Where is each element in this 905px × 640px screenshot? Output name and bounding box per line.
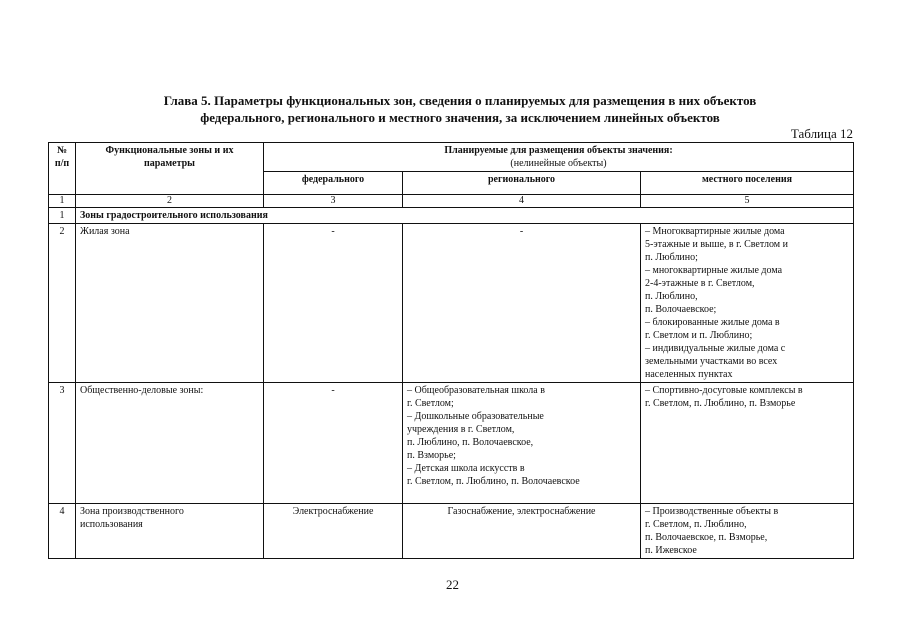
column-index-2: 2: [76, 195, 264, 208]
row-zone: Жилая зона: [76, 224, 264, 383]
cell-line: – многоквартирные жилые дома: [645, 265, 783, 276]
column-index-3: 3: [264, 195, 403, 208]
header-row-1: [49, 143, 854, 172]
cell-line: п. Люблино;: [645, 252, 698, 263]
table-row: [49, 383, 854, 504]
header-num: № п/п: [49, 143, 76, 195]
row-local: [641, 504, 854, 559]
cell-line: – Общеобразовательная школа в: [407, 385, 545, 396]
row-num: 2: [49, 224, 76, 383]
cell-line: – Многоквартирные жилые дома: [645, 226, 785, 237]
cell-line: 5-этажные и выше, в г. Светлом и: [645, 239, 788, 250]
row-regional: [403, 383, 641, 504]
cell-line: п. Волочаевское;: [645, 304, 717, 315]
header-planned-subtitle: (нелинейные объекты): [510, 158, 607, 169]
section-row: [49, 208, 854, 224]
column-index-row: [49, 195, 854, 208]
row-num: 4: [49, 504, 76, 559]
column-index-1: 1: [49, 195, 76, 208]
header-planned-title: Планируемые для размещения объекты значения:: [444, 145, 673, 156]
cell-line: г. Светлом, п. Люблино, п. Взморье: [645, 398, 796, 409]
cell-line: – Дошкольные образовательные: [407, 411, 544, 422]
header-local: местного поселения: [641, 172, 854, 195]
row-federal: -: [264, 224, 403, 383]
header-zones: Функциональные зоны и их параметры: [76, 143, 264, 195]
cell-line: п. Взморье;: [407, 450, 456, 461]
chapter-heading: [60, 92, 860, 126]
cell-line: земельными участками во всех: [645, 356, 778, 367]
cell-line: – Производственные объекты в: [645, 506, 779, 517]
cell-line: п. Люблино,: [645, 291, 698, 302]
row-federal: -: [264, 383, 403, 504]
cell-line: 2-4-этажные в г. Светлом,: [645, 278, 755, 289]
table-row: [49, 224, 854, 383]
cell-line: – индивидуальные жилые дома с: [645, 343, 786, 354]
row-regional: -: [403, 224, 641, 383]
section-num: 1: [49, 208, 76, 224]
cell-line: населенных пунктах: [645, 369, 733, 380]
page-number: 22: [446, 577, 459, 592]
cell-line: – Детская школа искусств в: [407, 463, 525, 474]
table-label: Таблица 12: [790, 126, 853, 141]
chapter-heading-line-1: Глава 5. Параметры функциональных зон, сведения о планируемых для размещения в них объектов: [163, 93, 757, 108]
cell-line: – блокированные жилые дома в: [645, 317, 780, 328]
chapter-heading-line-2: федерального, регионального и местного значения, за исключением линейных объектов: [200, 110, 720, 125]
cell-line: г. Светлом и п. Люблино;: [645, 330, 753, 341]
cell-line: п. Ижевское: [645, 545, 697, 556]
row-zone: [76, 504, 264, 559]
row-local: [641, 224, 854, 383]
row-federal: Электроснабжение: [264, 504, 403, 559]
cell-line: г. Светлом;: [407, 398, 454, 409]
cell-line: г. Светлом, п. Люблино,: [645, 519, 747, 530]
cell-line: г. Светлом, п. Люблино, п. Волочаевское: [407, 476, 580, 487]
section-title: Зоны градостроительного использования: [76, 208, 854, 224]
row-zone: Общественно-деловые зоны:: [76, 383, 264, 504]
header-regional: регионального: [403, 172, 641, 195]
cell-line: – Спортивно-досуговые комплексы в: [645, 385, 803, 396]
header-planned: [264, 143, 854, 172]
cell-line: п. Волочаевское, п. Взморье,: [645, 532, 768, 543]
row-num: 3: [49, 383, 76, 504]
table-row: [49, 504, 854, 559]
header-federal: федерального: [264, 172, 403, 195]
cell-line: п. Люблино, п. Волочаевское,: [407, 437, 534, 448]
row-local: [641, 383, 854, 504]
cell-line: использования: [80, 519, 143, 530]
zones-table: [48, 142, 854, 559]
row-regional: Газоснабжение, электроснабжение: [403, 504, 641, 559]
column-index-4: 4: [403, 195, 641, 208]
column-index-5: 5: [641, 195, 854, 208]
cell-line: учреждения в г. Светлом,: [407, 424, 515, 435]
cell-line: Зона производственного: [80, 506, 184, 517]
